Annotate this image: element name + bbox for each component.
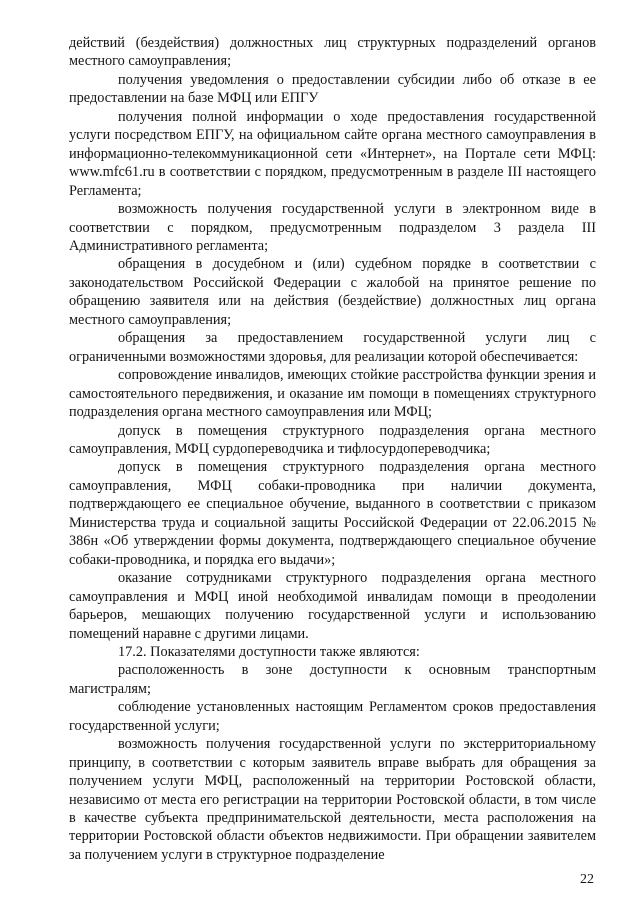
section-heading: 17.2. Показателями доступности также являются: — [118, 643, 420, 660]
paragraph: получения полной информации о ходе предоставления государственной услуги посредством ЕПГУ, на официальном сайте органа местного самоуправления в информационно-телекоммуникационной сети «Интернет», на Портале сети МФЦ: www.mfc61.ru в соответствии с порядком, предусмотренным в разделе III настоящего Регламента; — [69, 108, 596, 199]
paragraph: возможность получения государственной услуги в электронном виде в соответствии с порядком, предусмотренным подразделом 3 раздела III Административного регламента; — [69, 201, 596, 254]
paragraph: допуск в помещения структурного подразделения органа местного самоуправления, МФЦ сурдопереводчика и тифлосурдопереводчика; — [69, 422, 596, 457]
paragraph: сопровождение инвалидов, имеющих стойкие расстройства функции зрения и самостоятельного передвижения, и оказание им помощи в помещениях структурного подразделения органа местного самоуправления или МФЦ; — [69, 367, 596, 421]
paragraph: оказание сотрудниками структурного подразделения органа местного самоуправления и МФЦ иной необходимой инвалидам помощи в преодолении барьеров, мешающих получению государственной услуги и использованию помещений наравне с другими лицами. — [69, 570, 596, 642]
paragraph: обращения за предоставлением государственной услуги лиц с ограниченными возможностями здоровья, для реализации которой обеспечивается: — [69, 330, 596, 365]
document-body — [69, 34, 596, 864]
paragraph: возможность получения государственной услуги по экстерриториальному принципу, в соответствии с которым заявитель вправе выбрать для обращения за получением услуги МФЦ, расположенный на территории Ростовской области, независимо от места его регистрации на территории Ростовской области, в том числе в качестве субъекта предпринимательской деятельности, места расположения на территории Ростовской области объектов недвижимости. При обращении заявителем за получением услуги в структурное подразделение — [69, 736, 596, 863]
paragraph: получения уведомления о предоставлении субсидии либо об отказе в ее предоставлении на базе МФЦ или ЕПГУ — [69, 71, 596, 107]
paragraph: расположенность в зоне доступности к основным транспортным магистралям; — [69, 662, 596, 697]
paragraph: допуск в помещения структурного подразделения органа местного самоуправления, МФЦ собаки-проводника при наличии документа, подтверждающего ее специальное обучение, выданного в соответствии с приказом Министерства труда и социальной защиты Российской Федерации от 22.06.2015 № 386н «Об утверждении формы документа, подтверждающего специальное обучение собаки-проводника, и порядка его выдачи»; — [69, 459, 596, 568]
paragraph-continuation: действий (бездействия) должностных лиц структурных подразделений органов местного самоуправления; — [69, 35, 596, 70]
paragraph: соблюдение установленных настоящим Регламентом сроков предоставления государственной услуги; — [69, 699, 596, 734]
page-number: 22 — [580, 872, 594, 887]
paragraph: обращения в досудебном и (или) судебном порядке в соответствии с законодательством Российской Федерации с жалобой на принятое решение по обращению заявителя или на действия (бездействие) должностных лиц органа местного самоуправления; — [69, 256, 596, 328]
